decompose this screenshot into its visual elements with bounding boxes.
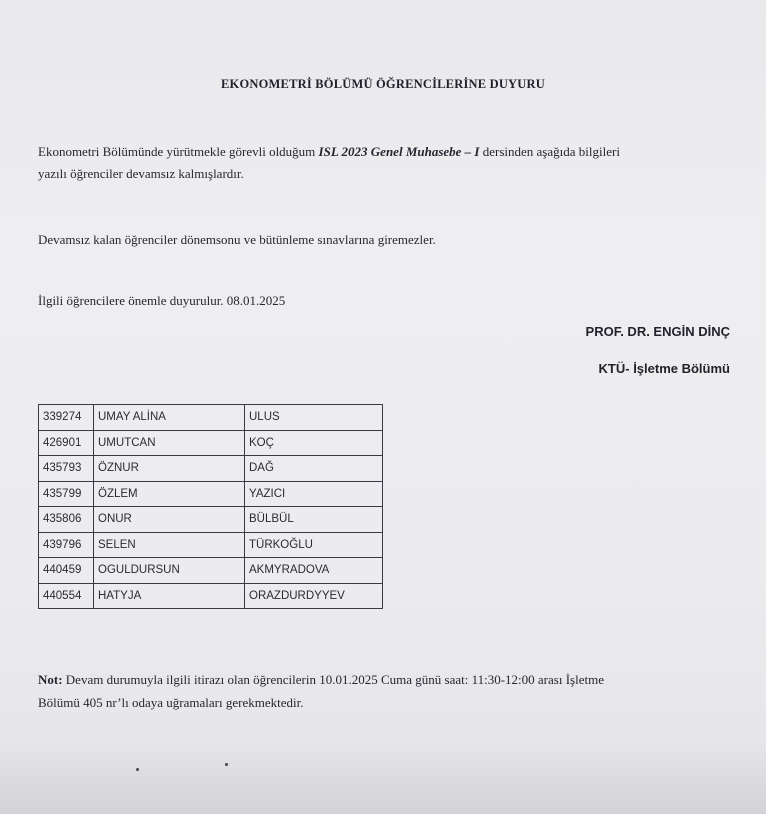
signatory-name: PROF. DR. ENGİN DİNÇ	[585, 324, 730, 339]
signatory-department: KTÜ- İşletme Bölümü	[598, 361, 730, 376]
paper-speck	[225, 763, 228, 766]
student-row	[39, 583, 383, 609]
student-first-name-cell: SELEN	[94, 532, 245, 558]
student-row	[39, 405, 383, 431]
student-row	[39, 507, 383, 533]
student-last-name-cell: BÜLBÜL	[245, 507, 383, 533]
student-id-cell: 439796	[39, 532, 94, 558]
student-id-cell: 440554	[39, 583, 94, 609]
student-id-cell: 339274	[39, 405, 94, 431]
student-row	[39, 481, 383, 507]
student-last-name-cell: ULUS	[245, 405, 383, 431]
student-first-name-cell: ÖZLEM	[94, 481, 245, 507]
note-text-line2: Bölümü 405 nr’lı odaya uğramaları gerekmektedir.	[38, 695, 304, 710]
student-first-name-cell: OGULDURSUN	[94, 558, 245, 584]
student-row	[39, 532, 383, 558]
student-last-name-cell: TÜRKOĞLU	[245, 532, 383, 558]
student-row	[39, 430, 383, 456]
objection-note	[38, 668, 738, 714]
absence-statement	[38, 141, 738, 185]
note-label: Not:	[38, 672, 63, 687]
paper-speck	[136, 768, 139, 771]
course-name: ISL 2023 Genel Muhasebe – I	[318, 144, 480, 159]
absent-students-table	[38, 404, 383, 609]
announcement-date-text: İlgili öğrencilere önemle duyurulur. 08.01.2025	[38, 293, 286, 308]
student-first-name-cell: ÖZNUR	[94, 456, 245, 482]
student-id-cell: 440459	[39, 558, 94, 584]
student-row	[39, 558, 383, 584]
student-id-cell: 435799	[39, 481, 94, 507]
student-id-cell: 426901	[39, 430, 94, 456]
paper-shadow	[0, 740, 766, 814]
exam-restriction-text: Devamsız kalan öğrenciler dönemsonu ve bütünleme sınavlarına giremezler.	[38, 232, 436, 247]
student-last-name-cell: YAZICI	[245, 481, 383, 507]
announcement-title: EKONOMETRİ BÖLÜMÜ ÖĞRENCİLERİNE DUYURU	[221, 77, 545, 91]
student-row	[39, 456, 383, 482]
student-first-name-cell: UMAY ALİNA	[94, 405, 245, 431]
student-id-cell: 435793	[39, 456, 94, 482]
statement-text-line2: yazılı öğrenciler devamsız kalmışlardır.	[38, 166, 244, 181]
statement-text-start: Ekonometri Bölümünde yürütmekle görevli olduğum	[38, 144, 319, 159]
student-id-cell: 435806	[39, 507, 94, 533]
student-first-name-cell: ONUR	[94, 507, 245, 533]
note-text-line1: Devam durumuyla ilgili itirazı olan öğrencilerin 10.01.2025 Cuma günü saat: 11:30-12:00 arası İşletme	[62, 672, 604, 687]
student-last-name-cell: AKMYRADOVA	[245, 558, 383, 584]
student-last-name-cell: ORAZDURDYYEV	[245, 583, 383, 609]
student-last-name-cell: DAĞ	[245, 456, 383, 482]
student-first-name-cell: UMUTCAN	[94, 430, 245, 456]
student-first-name-cell: HATYJA	[94, 583, 245, 609]
statement-text-end: dersinden aşağıda bilgileri	[479, 144, 620, 159]
student-last-name-cell: KOÇ	[245, 430, 383, 456]
